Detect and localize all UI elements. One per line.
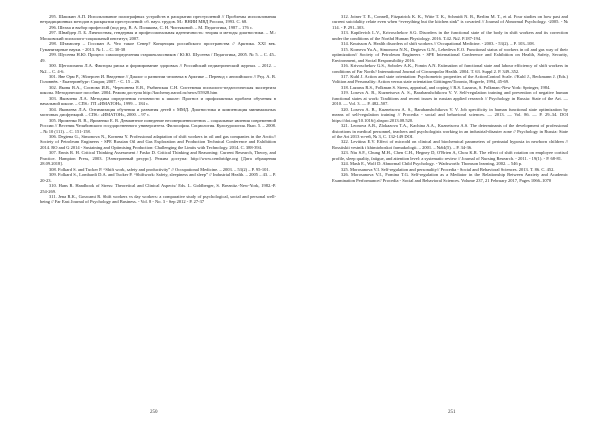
reference-entry: 318. Lazarus R.S., Folkman S. Stress, appraisal, and coping // R.S. Lazarus, S. Folkman.-New York: Springer, 1984. (341, 84, 551, 90)
reference-entry: 309. Folkard S., Lombardi D.A. and Tucker P. “Shiftwork: Safety, sleepiness and sleep” // Industrial Health. – 2005 – 43. – P. 20-23. (40, 172, 276, 183)
reference-entry: 324. Mash E., Wolf D. Abnormal Child Psychology. - Wadsworth: Thomson learning, 2002. – 546 p. (341, 161, 523, 167)
reference-entry: 301. Яве Орм Р., Эйлерсен И. Введение // Диалог о развитии человека в Арктике – Перевод с английского // Ред. А. В. Головнёв. - Екатеринбург: Сократ, 2007. - С. 15 – 26. (40, 73, 276, 85)
reference-entry: 310. Hans R. Handbook of Stress: Theoretical and Clinical Aspects/ Eds. L. Goldberger, S. Breznitz.-New-York, 1982.-P. 254-269. (40, 183, 276, 194)
reference-entry: 313. Kapilevich L.V., Krivoschekov S.G. Disorders in the functional state of the body in shift workers and its correction under the conditions of the Northd Human Physiology. 2016. Т.42. №2. P.187-194. (332, 30, 568, 41)
reference-entry: 319. Loseva A. B., Kuznetsova A. S., Barabanshchikova V. V. Self-regulation training and prevention of negative human functional states at work: Traditions and recent issues in russian applied research // Psychology in Russia: State of the Art. — 2010. — Vol. 3. — P. 482–507. (332, 90, 568, 107)
left-page-number: 250 (150, 410, 158, 415)
reference-entry: 314. Knutsson A. Health disorders of shift workers // Occupational Medicine. - 2003. - 53(2). – P. 103–108. (341, 41, 535, 47)
reference-entry: 325. Morosanova V.I. Self-regulation and personality// Procedia - Social and Behavioral Sciences. 2013. Т. 86. С. 452. (341, 166, 555, 172)
right-page-number: 251 (448, 410, 456, 415)
reference-entry: 300. Щеголихина Л.А. Факторы риска и формирование здоровых // Российский педиатрический журнал. – 2012. – №2. – С. 4-6. (40, 63, 276, 74)
reference-entry: 320. Loseva A. B., Kuznetsova A. S., Barabanshchikova V. V. Job specificity in human functional state optimization by means of self-regulation training // Procedia - social and behavioral sciences. — 2013. — Vol. 86. — P. 29–34. DOI https://doi.org/10.1016/j.sbspro.2013.08.520. (332, 106, 568, 123)
reference-entry: 311. Jena R.K., Goswami R. Shift workers vs day workers: a comparative study of psychological, social and personal well-being // Far East Journal of Psychology and Business. - Vol. 8 - No. 3 - Sep 2012 - P. 27-37 (40, 193, 276, 205)
reference-entry: 317. Kuhl J. Action and state orientation: Psychometric properties of the ActionControl Scale. //Kuhl J., Beckmann J. (Eds.) Volition and Personality: Action versus state orientation Göttingen/Toronto, Hogrefe, 1994, 45-69. (332, 73, 568, 85)
reference-entry: 299. Шусеева Н.Ю. Процесс самоопределения старшеклассников / Ю.Ю. Шусеева / Педагогика, 2005. № 5. – С. 45–49. (40, 52, 276, 63)
reference-entry: 295. Шашкин А.П. Использование полиграфных устройств в раскрытии преступлений // Проблемы использования нетрадиционных методов в раскрытии преступлений: сб. науч. трудов. М.: ВНИИ МВД России, 1993. С. 68. (40, 14, 276, 25)
reference-entry: 315. Korneva Yu.A., Simonova N.N., Degteva G.N., Lebedeva E.O. Functional status of workers in oil and gas way of their optimization// Society of Petroleum Engineers - SPE International Conference and Exhibition on Health, Safety, Security, Environment, and Social Responsibility 2016. (332, 46, 568, 63)
reference-entry: 316. Krivoschekov G.S., Sobolev A.K., Fomin A.N. Estimation of functional state and labour efficiency of shift workers in conditions of Far North// International Journal of Circumpolar Health. 2004. Т. 63. Suppl 2. P. 349–352. (332, 63, 568, 74)
reference-entry: 297. Шнайдер Л. Б. Личностная, гендерная и профессиональная идентичность: теория и методы диагностики. – М.: Московский психолого-социальный институт, 2007. (40, 30, 276, 41)
reference-entry: 308. Folkard S. and Tucker P. “Shift work, safety and productivity” // Occupational Medicine. – 2003. – 53(2) – P. 95-101. (49, 166, 270, 172)
right-reference-list (332, 14, 568, 406)
reference-entry: 323. Niu S.F., Chung M.H., Chen C.H., Hegney D, O'Brien A, Chou K.R. The effect of shift rotation on employee cortisol profile, sleep quality, fatigue, and attention level: a systematic review // Journal of Nursing Research. - 2011. - 19(1). - P. 68-81. (332, 150, 568, 161)
reference-entry: 326. Morosanova V.I., Fomina T.G. Self-regulation as a Mediator in the Relationship Between Anxiety and Academic Examination Performance// Procedia - Social and Behavioral Sciences. Volume 237, 21 February 2017, Pages 1066–1070 (332, 172, 568, 183)
right-page (300, 0, 600, 424)
reference-entry: 321. Leonova A.B., Zlokazova T.A., Kachina A.A., Kuznetsova A.S. The determinants of the development of professional distortions in medical personnel, teachers and psychologists working in an industrial-disaster zone // Psychology in Russia: State of the Art 2013 то-н6, № 3, C. 132-149 DOI. (332, 123, 568, 139)
reference-entry: 296. Шеаха и выбор профессий (под ред. В. А. Полякова, С. Н. Чистяковой. – М. Педагогика, 1987 – 176 с. (49, 24, 254, 30)
reference-entry: 304. Яковлева Л.А. Оптимизация обучения и развития детей с ММД. Диагностика и компенсация минимальных мозговых дисфункций. – СПб.: «ИМАТОН», 2000. – 97 с. (40, 106, 276, 118)
reference-entry: 305. Яроменко В. В., Яроменко Е. В. Девиантное поведение несовершеннолетних – социальные явления современной России // Вестник Челябинского государственного университета. Философия. Социология. Культурология. Вып. 5. – 2008. – № 10 (111). – С. 151-158. (40, 117, 276, 134)
reference-entry: 298. Штамплер – Госсман А. Что такое Север? Концепция российского пространства // Арктика. XXI век. Гуманитарные науки. - 2013. № 1. – С. 30-38 (40, 41, 276, 52)
reference-entry: 303. Яковлева Л.А. Методика определения готовности к школе: Прогноз и профилактика проблем обучения в начальной школе. – СПб.: ГП «ИМАТОН», 1999. – 184 с. (40, 95, 276, 107)
reference-entry: 312. Joiner T. E., Connell, Fitzpatrick K. K., Witte T. K., Schmidt N. B., Berlim M. T., et al. Four studies on how past and current suicidality relate even when “everything but the kitchen sink” is covaried // Journal of Abnormal Psychology. -2005. - № 114. - P. 291–303. (332, 14, 568, 30)
reference-entry: 307. Ennis R. H. Critical Thinking Assessment / Fasko D. Critical Thinking and Reasoning: Current Research, Theory, and Practice. Hampton Press, 2003. [Электронный ресурс]. Режим доступа: http://www.cembridge.org [Дата обращения 28.09.2018]. (40, 150, 276, 167)
reference-entry: 306. Degtева G., Simonova N., Kornева Y. Professional adaptation of shift workers in oil and gas companies in the Arctic// Society of Petroleum Engineers - SPE Russian Oil and Gas Exploration and Production Technical Conference and Exhibition 2014. RO and G 2014 - Sustaining and Optimising Production: Challenging the Limits with Technology. 2014. С. 388-394. (40, 133, 276, 150)
left-reference-list (40, 14, 276, 406)
reference-entry: 302. Яковя В.А., Соснова И.В., Черешнева Е.В., Рыбинская С.Н. Системная психолого-педагогическая экспертиза школы. Методическое пособие. 2004. Режим доступа http://kuchemy.narod.ru/news/55928.htm (40, 84, 276, 96)
reference-entry: 322. Levitina E.V. Effect of microdd on clinical and biochemical parameters of perinatal hypoxia in newborn children // Rossiiskii vestnik i khimioboskoi farmakologii. – 2001. – №64(5). – P. 34-36. (332, 139, 568, 150)
